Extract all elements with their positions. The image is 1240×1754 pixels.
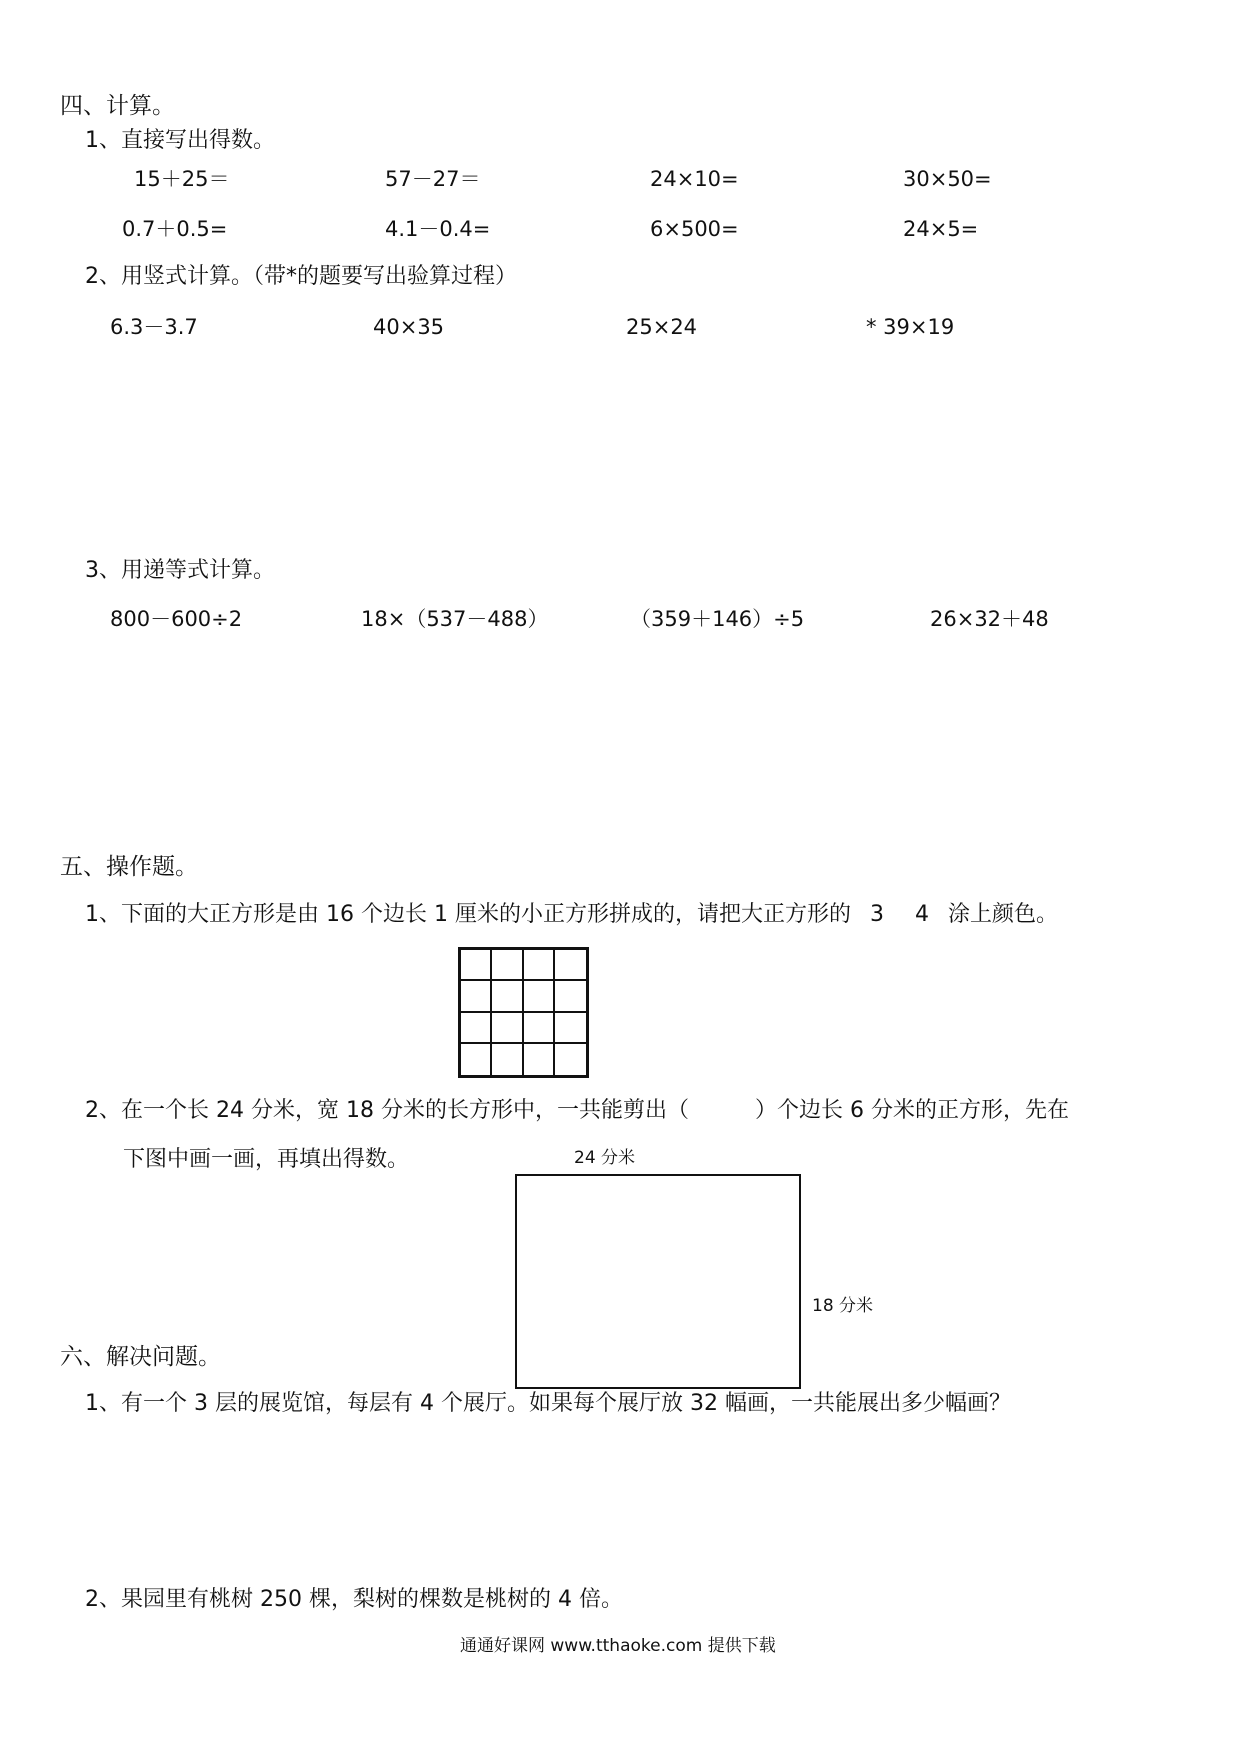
section6-q2: 2、果园里有桃树 250 棵，梨树的棵数是桃树的 4 倍。	[85, 1587, 623, 1612]
rectangle-length-label: 24 分米	[574, 1148, 636, 1168]
section5-q2-line2: 下图中画一画，再填出得数。	[123, 1147, 410, 1172]
rectangle-24x18	[515, 1174, 801, 1389]
grid-cell	[524, 950, 555, 981]
rectangle-width-label: 18 分米	[812, 1296, 874, 1316]
section5-title: 五、操作题。	[60, 854, 198, 880]
mental-calc-item: 6×500=	[650, 217, 739, 241]
grid-cell	[492, 950, 523, 981]
grid-cell	[555, 981, 586, 1012]
fraction-denominator: 4	[914, 902, 929, 927]
grid-cell	[492, 1044, 523, 1075]
stepwise-calc-item: 800－600÷2	[110, 607, 243, 631]
grid-cell	[524, 981, 555, 1012]
grid-cell	[461, 1013, 492, 1044]
section5-q1-text	[85, 904, 1058, 926]
mental-calc-item: 57－27＝	[385, 167, 481, 191]
grid-square-4x4	[458, 947, 589, 1078]
grid-cell	[492, 981, 523, 1012]
section4-q1-title: 1、直接写出得数。	[85, 128, 275, 153]
section5-q2-line1: 2、在一个长 24 分米，宽 18 分米的长方形中，一共能剪出（ ）个边长 6 分米的正方形，先在	[85, 1098, 1069, 1123]
footer-download-note: 通通好课网 www.tthaoke.com 提供下载	[460, 1636, 776, 1656]
mental-calc-item: 30×50=	[903, 167, 992, 191]
fraction-numerator: 3	[869, 902, 884, 927]
mental-calc-item: 24×5=	[903, 217, 979, 241]
section5-q1-text-before: 1、下面的大正方形是由 16 个边长 1 厘米的小正方形拼成的，请把大正方形的	[85, 902, 851, 927]
section6-title: 六、解决问题。	[60, 1344, 221, 1370]
section4-title: 四、计算。	[60, 93, 175, 119]
vertical-calc-item: 40×35	[373, 315, 445, 339]
vertical-calc-item: * 39×19	[866, 315, 955, 339]
vertical-calc-item: 6.3－3.7	[110, 315, 198, 339]
grid-cell	[461, 950, 492, 981]
section6-q1: 1、有一个 3 层的展览馆，每层有 4 个展厅。如果每个展厅放 32 幅画，一共能展出多少幅画？	[85, 1391, 1011, 1416]
vertical-calc-item: 25×24	[626, 315, 698, 339]
grid-cell	[555, 950, 586, 981]
grid-cell	[524, 1044, 555, 1075]
section5-q1-text-after: 涂上颜色。	[947, 902, 1058, 927]
grid-cell	[555, 1013, 586, 1044]
grid-cell	[555, 1044, 586, 1075]
grid-cell	[492, 1013, 523, 1044]
grid-cell	[461, 981, 492, 1012]
grid-cell	[524, 1013, 555, 1044]
stepwise-calc-item: 18×（537－488）	[361, 607, 549, 631]
stepwise-calc-item: （359＋146）÷5	[630, 607, 805, 631]
stepwise-calc-item: 26×32＋48	[930, 607, 1049, 631]
mental-calc-item: 15＋25＝	[134, 167, 230, 191]
grid-cell	[461, 1044, 492, 1075]
section4-q2-title: 2、用竖式计算。（带*的题要写出验算过程）	[85, 264, 517, 289]
mental-calc-item: 0.7＋0.5=	[122, 217, 228, 241]
mental-calc-item: 4.1－0.4=	[385, 217, 491, 241]
mental-calc-item: 24×10=	[650, 167, 739, 191]
section4-q3-title: 3、用递等式计算。	[85, 558, 275, 583]
